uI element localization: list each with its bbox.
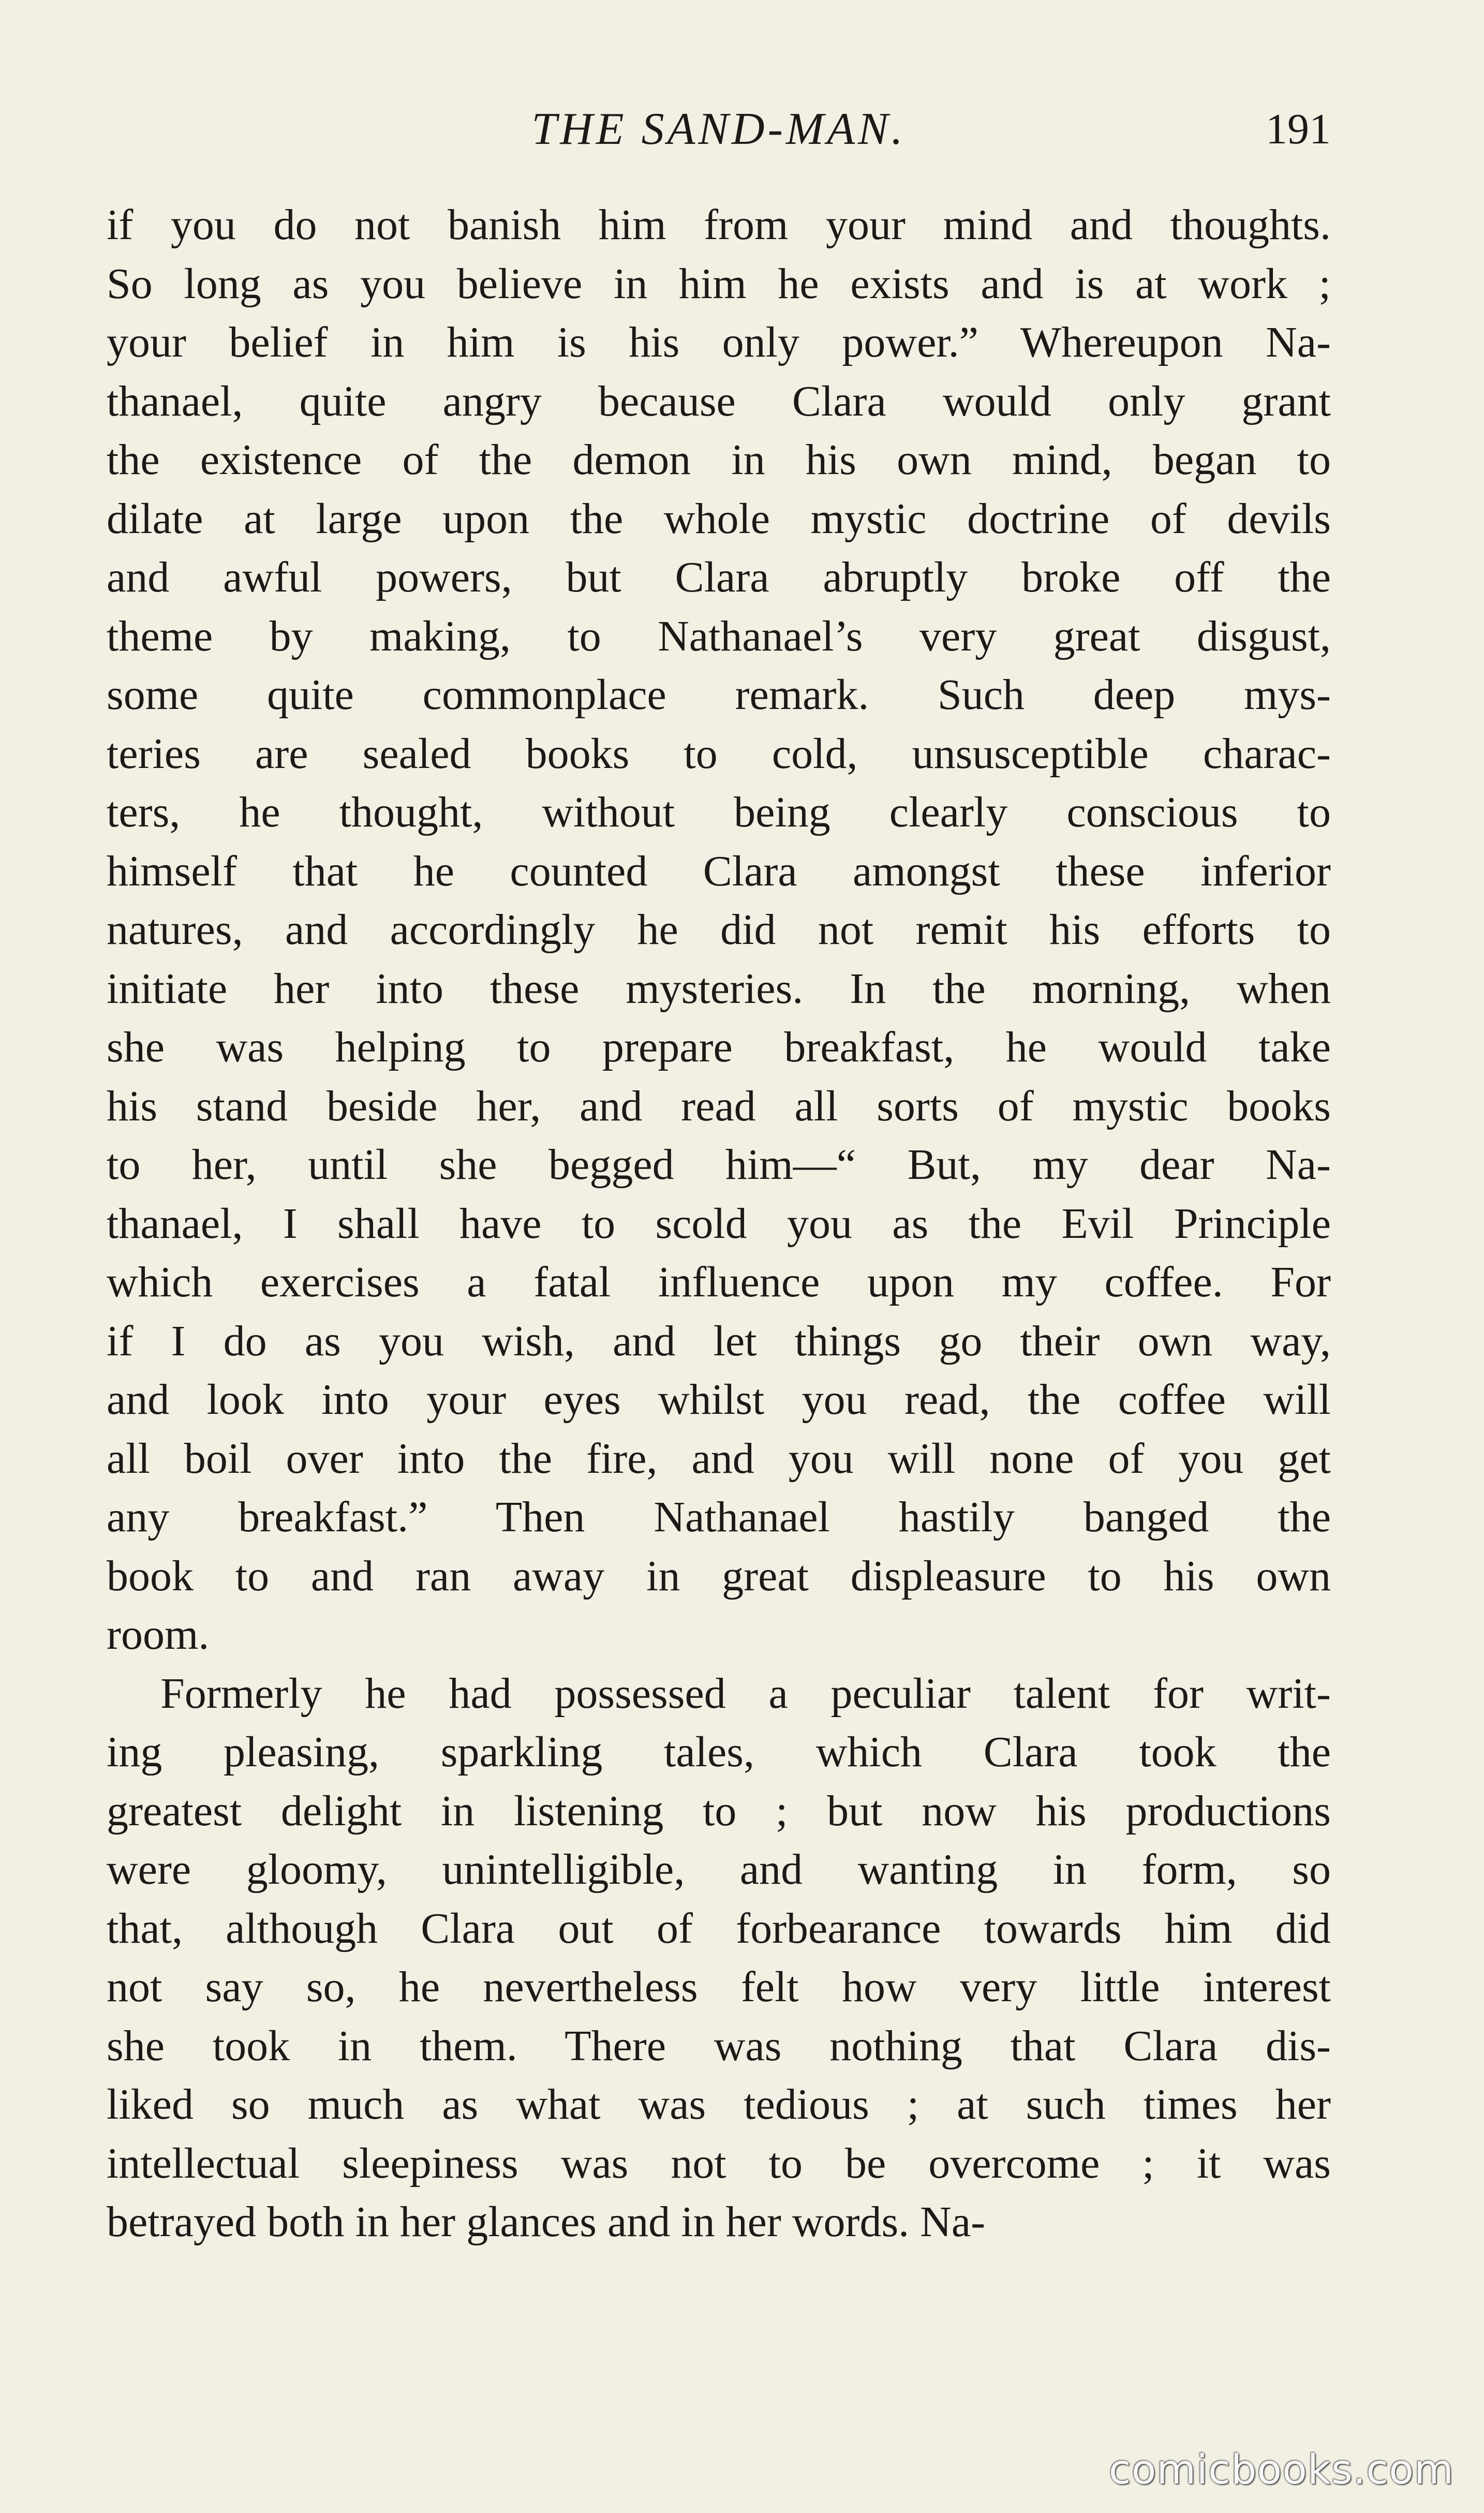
text-line: teries are sealed books to cold, unsusceptible charac- [107,729,1331,778]
text-line: not say so, he nevertheless felt how very little interest [107,1963,1331,2011]
text-line: intellectual sleepiness was not to be overcome ; it was [107,2139,1331,2187]
text-line: and awful powers, but Clara abruptly broke off the [107,553,1331,601]
text-line: which exercises a fatal influence upon my coffee. For [107,1258,1331,1306]
text-line: any breakfast.” Then Nathanael hastily banged the [107,1493,1331,1541]
text-line: that, although Clara out of forbearance towards him did [107,1904,1331,1953]
text-line: the existence of the demon in his own mind, began to [107,436,1331,484]
text-line: liked so much as what was tedious ; at such times her [107,2080,1331,2128]
text-line: she was helping to prepare breakfast, he would take [107,1023,1331,1071]
text-line: she took in them. There was nothing that Clara dis- [107,2021,1331,2070]
text-line: thanael, quite angry because Clara would only grant [107,377,1331,425]
text-line: natures, and accordingly he did not remit his efforts to [107,906,1331,954]
text-line: ters, he thought, without being clearly conscious to [107,788,1331,836]
page-header [107,98,1331,160]
text-line: theme by making, to Nathanael’s very great disgust, [107,612,1331,660]
text-line: room. [107,1610,210,1659]
text-line: So long as you believe in him he exists and is at work ; [107,259,1331,308]
text-line: dilate at large upon the whole mystic doctrine of devils [107,494,1331,543]
text-line: some quite commonplace remark. Such deep mys- [107,671,1331,719]
text-line: betrayed both in her glances and in her words. Na- [107,2198,986,2246]
text-line: if you do not banish him from your mind and thoughts. [107,201,1331,249]
text-line: initiate her into these mysteries. In the morning, when [107,964,1331,1013]
body-text [107,196,1331,2252]
text-line: and look into your eyes whilst you read, the coffee will [107,1376,1331,1424]
text-line: to her, until she begged him—“ But, my dear Na- [107,1141,1331,1189]
text-line: were gloomy, unintelligible, and wanting in form, so [107,1845,1331,1894]
text-line: himself that he counted Clara amongst these inferior [107,847,1331,895]
text-line: your belief in him is his only power.” Whereupon Na- [107,318,1331,366]
text-line: his stand beside her, and read all sorts of mystic books [107,1082,1331,1130]
text-line: thanael, I shall have to scold you as the Evil Principle [107,1199,1331,1248]
text-line: if I do as you wish, and let things go their own way, [107,1317,1331,1365]
text-line: greatest delight in listening to ; but now his productions [107,1786,1331,1835]
text-line: Formerly he had possessed a peculiar talent for writ- [160,1669,1331,1718]
page-number: 191 [1266,105,1331,153]
text-line: ing pleasing, sparkling tales, which Clara took the [107,1728,1331,1776]
running-title: THE SAND-MAN. [531,104,906,154]
text-line: book to and ran away in great displeasure to his own [107,1551,1331,1600]
text-line: all boil over into the fire, and you will none of you get [107,1434,1331,1483]
watermark: comicbooks.com [1108,2447,1454,2493]
